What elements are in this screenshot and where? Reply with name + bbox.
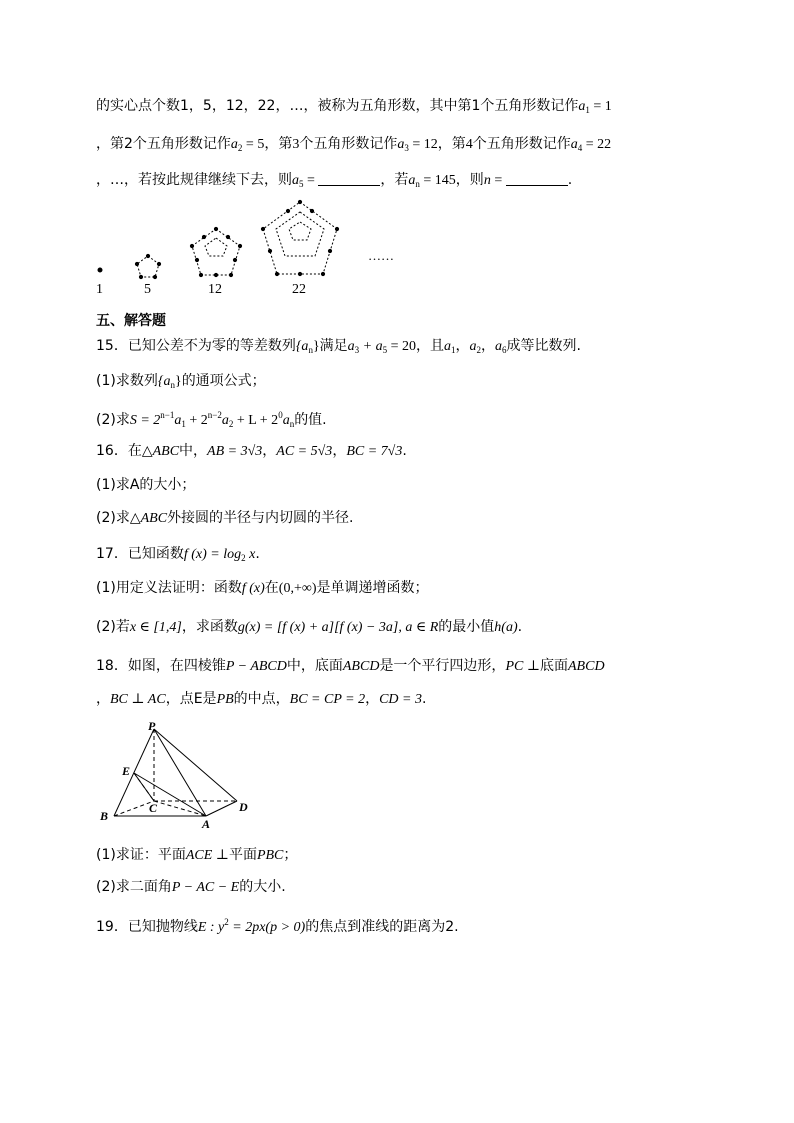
answer-blank-2[interactable] (506, 171, 568, 186)
figure-dot-1 (98, 268, 102, 272)
answer-blank-1[interactable] (318, 171, 380, 186)
pentagon-5 (137, 256, 159, 277)
figure-label-1: 1 (96, 282, 103, 297)
q17-part1: (1)用定义法证明：函数f (x)在(0,+∞)是单调递增函数； (96, 580, 429, 596)
vertex-label-d: D (239, 800, 248, 814)
q16-stem: 16．在△ABC中，AB = 3√3，AC = 5√3，BC = 7√3. (96, 443, 407, 459)
section-title: 五、解答题 (96, 313, 166, 329)
q14-line2: ，第2个五角形数记作$a_2 = 5$，第3个五角形数记作$a_3 = 12$，第4个五角形数记作$a_4 = 22$ (96, 136, 612, 153)
pentagon-12 (192, 229, 240, 275)
q18-stem-line2: ，BC ⊥ AC，点E是PB的中点，BC = CP = 2，CD = 3. (96, 691, 427, 707)
q16-part2: (2)求△ABC外接圆的半径与内切圆的半径. (96, 510, 354, 526)
q15-part1: (1)求数列$\{a_n\}$的通项公式； (96, 373, 266, 390)
q14-line1: 的实心点个数1，5，12，22，…，被称为五角形数，其中第1个五角形数记作$a_1 = 1$ (96, 98, 612, 115)
q16-part1: (1)求A的大小； (96, 477, 196, 493)
figure-ellipsis: …… (368, 248, 394, 263)
figure-label-5: 5 (144, 282, 151, 297)
vertex-label-e: E (122, 764, 131, 778)
q17-part2: (2)若x ∈ [1,4]，求函数g(x) = [f (x) + a][f (x) − 3a], a ∈ R的最小值h(a). (96, 619, 523, 635)
pentagon-22 (263, 202, 337, 274)
vertex-label-p: P (148, 720, 156, 733)
q18-part2: (2)求二面角P − AC − E的大小. (96, 879, 286, 895)
vertex-label-b: B (100, 809, 109, 823)
figure-label-22: 22 (292, 282, 306, 297)
pyramid-figure (92, 720, 262, 840)
q19-stem: 19．已知抛物线E : $y^2 = 2px(p > 0)$的焦点到准线的距离为2. (96, 917, 459, 935)
vertex-label-a: A (202, 817, 211, 831)
q15-stem: 15．已知公差不为零的等差数列$\{a_n\}$满足$a_3 + a_5 = 20$，且$a_1$，$a_2$，$a_6$成等比数列. (96, 338, 581, 355)
vertex-label-c: C (149, 801, 158, 815)
q15-part2: (2)求$S = 2^{n-1}a_1 + 2^{n-2}a_2 + L + 2^0a_n$的值. (96, 410, 327, 429)
q14-line3: ，…，若按此规律继续下去，则$a_5$ = ，若$a_n = 145$，则n = . (96, 172, 573, 189)
q17-stem: 17．已知函数f $(x) = \log_2 x$. (96, 546, 260, 563)
q18-part1: (1)求证：平面ACE ⊥平面PBC； (96, 847, 298, 863)
figure-label-12: 12 (208, 282, 222, 297)
pentagonal-numbers-figure (90, 198, 410, 298)
q18-stem-line1: 18．如图，在四棱锥P − ABCD中，底面ABCD是一个平行四边形，PC ⊥底面ABCD (96, 658, 605, 674)
